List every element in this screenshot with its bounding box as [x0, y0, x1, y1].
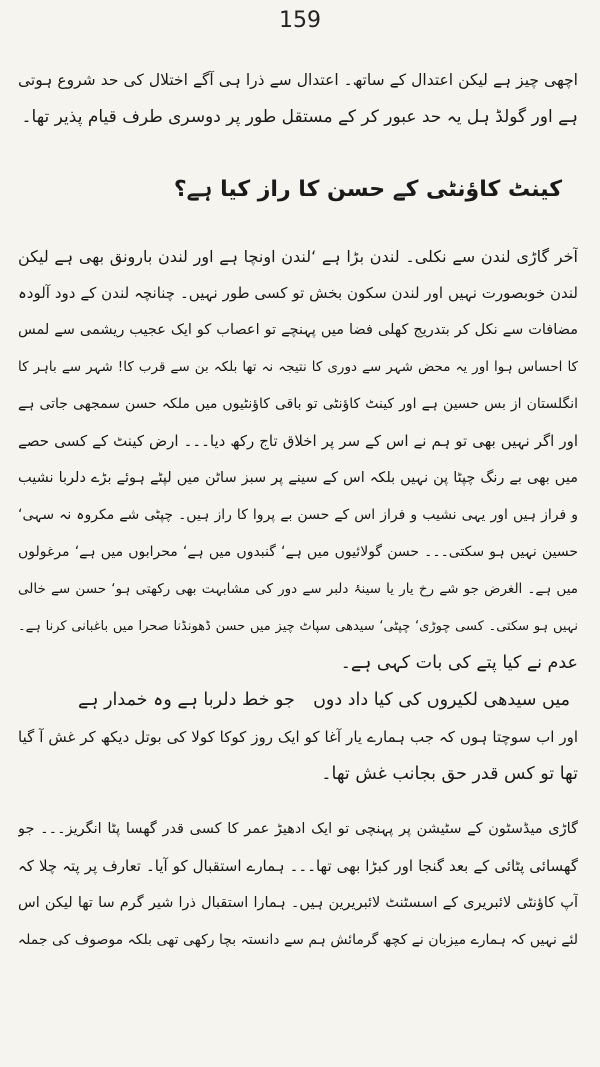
text-line: کا احساس ہوا اور یہ محض شہر سے دوری کا نتیجہ نہ تھا بلکہ بن سے قرب کا! شہر سے باہر کا — [18, 359, 578, 375]
paragraph-aagha — [18, 719, 578, 793]
verse-second-hemistich: جو خط دلربا ہے وہ خمدار ہے — [78, 690, 295, 710]
paragraph-intro — [18, 62, 578, 136]
section-heading: کینٹ کاؤنٹی کے حسن کا راز کیا ہے؟ — [173, 177, 562, 202]
text-line: ہے اور گولڈ ہل یہ حد عبور کر کے مستقل طور پر دوسری طرف قیام پذیر تھا۔ — [21, 107, 578, 127]
page-number: 159 — [279, 8, 321, 33]
verse-couplet — [18, 682, 578, 719]
text-line: لئے نہیں کہ ہمارے میزبان نے کچھ گرمائش ہم سے دانستہ بچا رکھی تھی بلکہ موصوف کی جملہ — [18, 932, 578, 948]
text-line: انگلستان از بس حسین ہے اور کینٹ کاؤنٹی تو باقی کاؤنٹیوں میں ملکہ حسن سمجھی جاتی ہے — [18, 396, 578, 412]
text-line: حسین نہیں ہو سکتی۔۔۔ حسن گولائیوں میں ہے‘ گنبدوں میں ہے‘ محرابوں میں ہے‘ مرغولوں — [18, 544, 578, 560]
text-line: میں ہے۔ الغرض جو شے رخ یار یا سینۂ دلبر سے دور کی مشابہت بھی رکھتی ہو‘ حسن سے خالی — [18, 581, 578, 597]
text-line: تھا تو کس قدر حق بجانب غش تھا۔ — [321, 764, 578, 784]
text-line: اور اب سوچتا ہوں کہ جب ہمارے یار آغا کو ایک روز کوکا کولا کی بوتل دیکھ کر غش آ گیا — [18, 728, 578, 746]
paragraph-maidstone — [18, 811, 578, 959]
text-line: نہیں ہو سکتی۔ کسی چوڑی‘ چپٹی‘ سیدھی سپاٹ چیز میں حسن ڈھونڈنا صحرا میں باغبانی کرنا ہے۔ — [18, 619, 578, 634]
text-line: اور اگر نہیں بھی تو ہم نے اس کے سر پر اخلاق تاج رکھ دیا۔۔۔ ارض کینٹ کے کسی حصے — [18, 432, 578, 450]
verse-first-hemistich: میں سیدھی لکیروں کی کیا داد دوں — [313, 690, 570, 710]
text-line: اچھی چیز ہے لیکن اعتدال کے ساتھ۔ اعتدال سے ذرا ہی آگے اختلال کی حد شروع ہوتی — [18, 71, 578, 89]
text-line: مضافات سے نکل کر بتدریج کھلی فضا میں پہنچے تو اعصاب کو ایک عجیب ریشمی سے لمس — [18, 322, 578, 338]
text-line: و فراز ہیں اور یہی نشیب و فراز اس کے حسن بے پروا کا راز ہیں۔ چپٹی شے مکروہ نہ سہی‘ — [18, 507, 578, 523]
text-line: آپ کاؤنٹی لائبریری کے اسسٹنٹ لائبریرین ہیں۔ ہمارا استقبال ذرا شیر گرم سا تھا لیکن اس — [18, 895, 578, 911]
text-line: میں بھی بے رنگ چپٹا پن نہیں بلکہ اس کے سینے پر سبز ساٹن میں لپٹے ہوئے بڑے دلربا نشیب — [18, 470, 578, 486]
text-line: عدم نے کیا پتے کی بات کہی ہے۔ — [340, 653, 578, 673]
text-line: گھسائی پٹائی کے بعد گنجا اور کبڑا بھی تھا۔۔۔ ہمارے استقبال کو آیا۔ تعارف پر پتہ چلا کہ — [18, 857, 578, 875]
paragraph-kent — [18, 238, 578, 682]
page-body — [18, 62, 578, 959]
text-line: گاڑی میڈسٹون کے سٹیشن پر پہنچی تو ایک ادھیڑ عمر کا کسی قدر گھسا پٹا انگریز۔۔۔ جو — [18, 821, 578, 837]
text-line: لندن خوبصورت نہیں اور لندن سکون بخش تو کسی طور نہیں۔ چنانچہ لندن کے دود آلودہ — [18, 284, 578, 302]
text-line: آخر گاڑی لندن سے نکلی۔ لندن بڑا ہے ‘لندن اونچا ہے اور لندن بارونق بھی ہے لیکن — [18, 247, 578, 266]
